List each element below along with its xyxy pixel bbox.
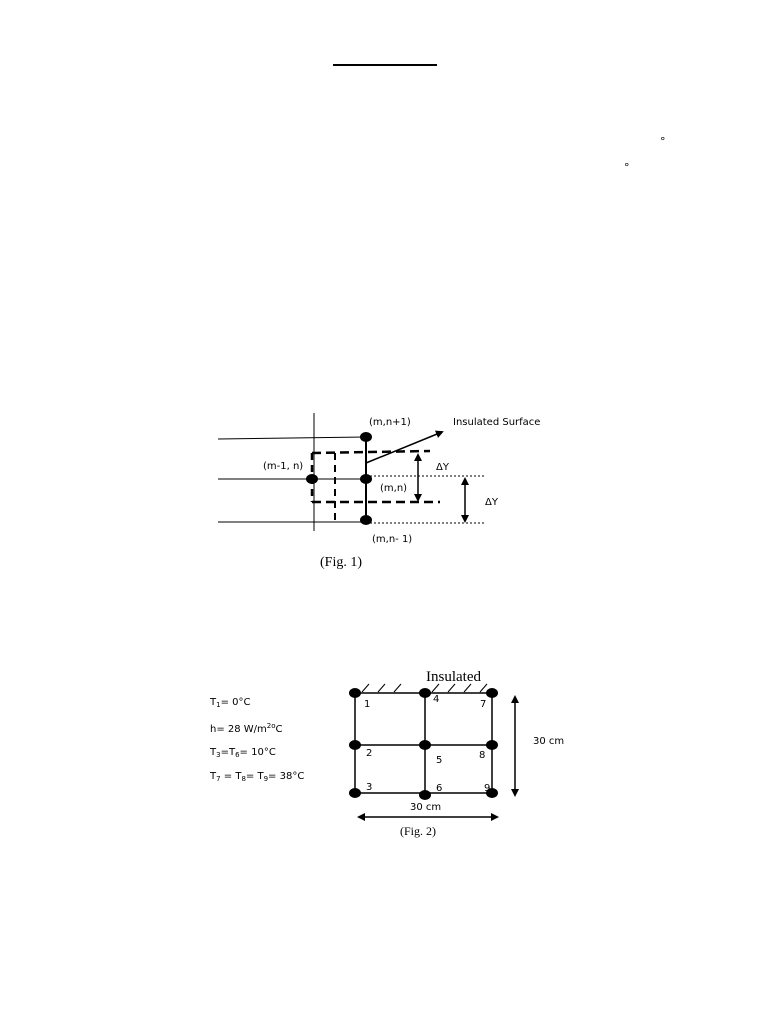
fig2-node-7 bbox=[486, 688, 498, 698]
fig2-node-label-3: 3 bbox=[366, 782, 373, 793]
fig2-dim-vertical-label: 30 cm bbox=[533, 736, 565, 747]
fig2-node-4 bbox=[419, 688, 431, 698]
fig2-dim-horizontal-label: 30 cm bbox=[410, 802, 442, 813]
fig2-node-2 bbox=[349, 740, 361, 750]
fig2-node-8 bbox=[486, 740, 498, 750]
given-t7: $T_7 = T_8= T_9= 38^\circ C$ bbox=[210, 771, 305, 783]
fig2-node-label-1: 1 bbox=[364, 699, 371, 710]
fig2-node-label-7: 7 bbox=[480, 699, 487, 710]
fig2-node-3 bbox=[349, 788, 361, 798]
given-t3: $T_3=T_6= 10^\circ C$ bbox=[210, 747, 276, 759]
fig2-node-label-2: 2 bbox=[366, 748, 373, 759]
fig1-label-left-node: (m-1, n) bbox=[263, 461, 304, 472]
fig1-label-center-node: (m,n) bbox=[380, 483, 408, 494]
degree-mark-2: ° bbox=[624, 161, 630, 174]
fig1-label-insulated-surface: Insulated Surface bbox=[453, 417, 541, 428]
fig2-node-label-9: 9 bbox=[484, 783, 491, 794]
fig1-label-dy-outer: ΔY bbox=[485, 497, 498, 508]
fig2-node-label-6: 6 bbox=[436, 783, 443, 794]
fig2-node-6 bbox=[419, 790, 431, 800]
fig2-node-label-4: 4 bbox=[433, 694, 440, 705]
fig2-node-label-5: 5 bbox=[436, 755, 443, 766]
fig1-label-dy-inner: ΔY bbox=[436, 462, 449, 473]
fig2-caption: (Fig. 2) bbox=[400, 824, 436, 838]
fig1-label-bottom-node: (m,n- 1) bbox=[372, 534, 413, 545]
given-t1: $T_1= 0^\circ C$ bbox=[210, 697, 251, 709]
fig1-caption: (Fig. 1) bbox=[320, 555, 362, 570]
fig2-insulated-label: Insulated bbox=[426, 669, 481, 685]
given-h: h= 28 $W/m^{2o}C$ bbox=[210, 722, 283, 735]
fig1-label-top-node: (m,n+1) bbox=[369, 417, 411, 428]
fig2-node-5 bbox=[419, 740, 431, 750]
fig2-node-1 bbox=[349, 688, 361, 698]
fig2-node-label-8: 8 bbox=[479, 750, 486, 761]
degree-mark-1: ° bbox=[660, 135, 666, 148]
